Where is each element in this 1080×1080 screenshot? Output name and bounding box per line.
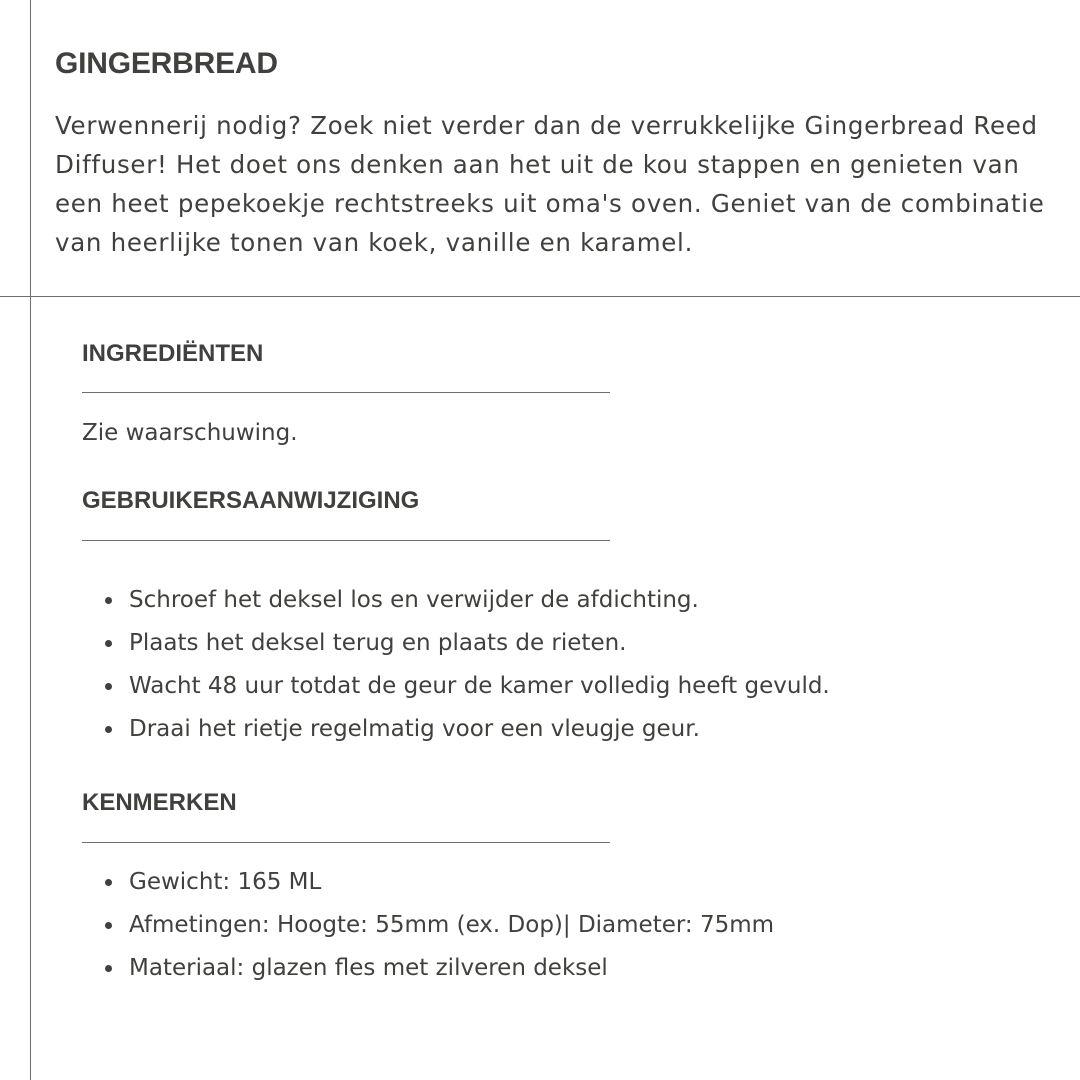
list-item: Wacht 48 uur totdat de geur de kamer volledig heeft gevuld. bbox=[82, 671, 830, 714]
features-rule bbox=[82, 842, 610, 843]
list-item: Materiaal: glazen fles met zilveren deksel bbox=[82, 953, 774, 996]
usage-rule bbox=[82, 540, 610, 541]
horizontal-divider bbox=[0, 296, 1080, 297]
features-list bbox=[82, 867, 774, 996]
ingredients-text: Zie waarschuwing. bbox=[82, 420, 298, 446]
usage-list bbox=[82, 585, 830, 757]
ingredients-rule bbox=[82, 392, 610, 393]
list-item: Gewicht: 165 ML bbox=[82, 867, 774, 910]
features-heading: KENMERKEN bbox=[82, 789, 237, 816]
list-item: Plaats het deksel terug en plaats de rieten. bbox=[82, 628, 830, 671]
list-item: Schroef het deksel los en verwijder de afdichting. bbox=[82, 585, 830, 628]
product-description: Verwennerij nodig? Zoek niet verder dan de verrukkelijke Gingerbread Reed Diffuser! Het doet ons denken aan het uit de kou stappen en genieten van een heet pepekoekje rechtstreeks uit oma's oven. Geniet van de combinatie van heerlijke tonen van koek, vanille en karamel. bbox=[55, 111, 1045, 257]
list-item: Draai het rietje regelmatig voor een vleugje geur. bbox=[82, 714, 830, 757]
ingredients-heading: INGREDIËNTEN bbox=[82, 340, 264, 367]
vertical-divider bbox=[30, 0, 31, 1080]
list-item: Afmetingen: Hoogte: 55mm (ex. Dop)| Diameter: 75mm bbox=[82, 910, 774, 953]
product-title: GINGERBREAD bbox=[55, 47, 278, 80]
usage-heading: GEBRUIKERSAANWIJZIGING bbox=[82, 487, 420, 514]
